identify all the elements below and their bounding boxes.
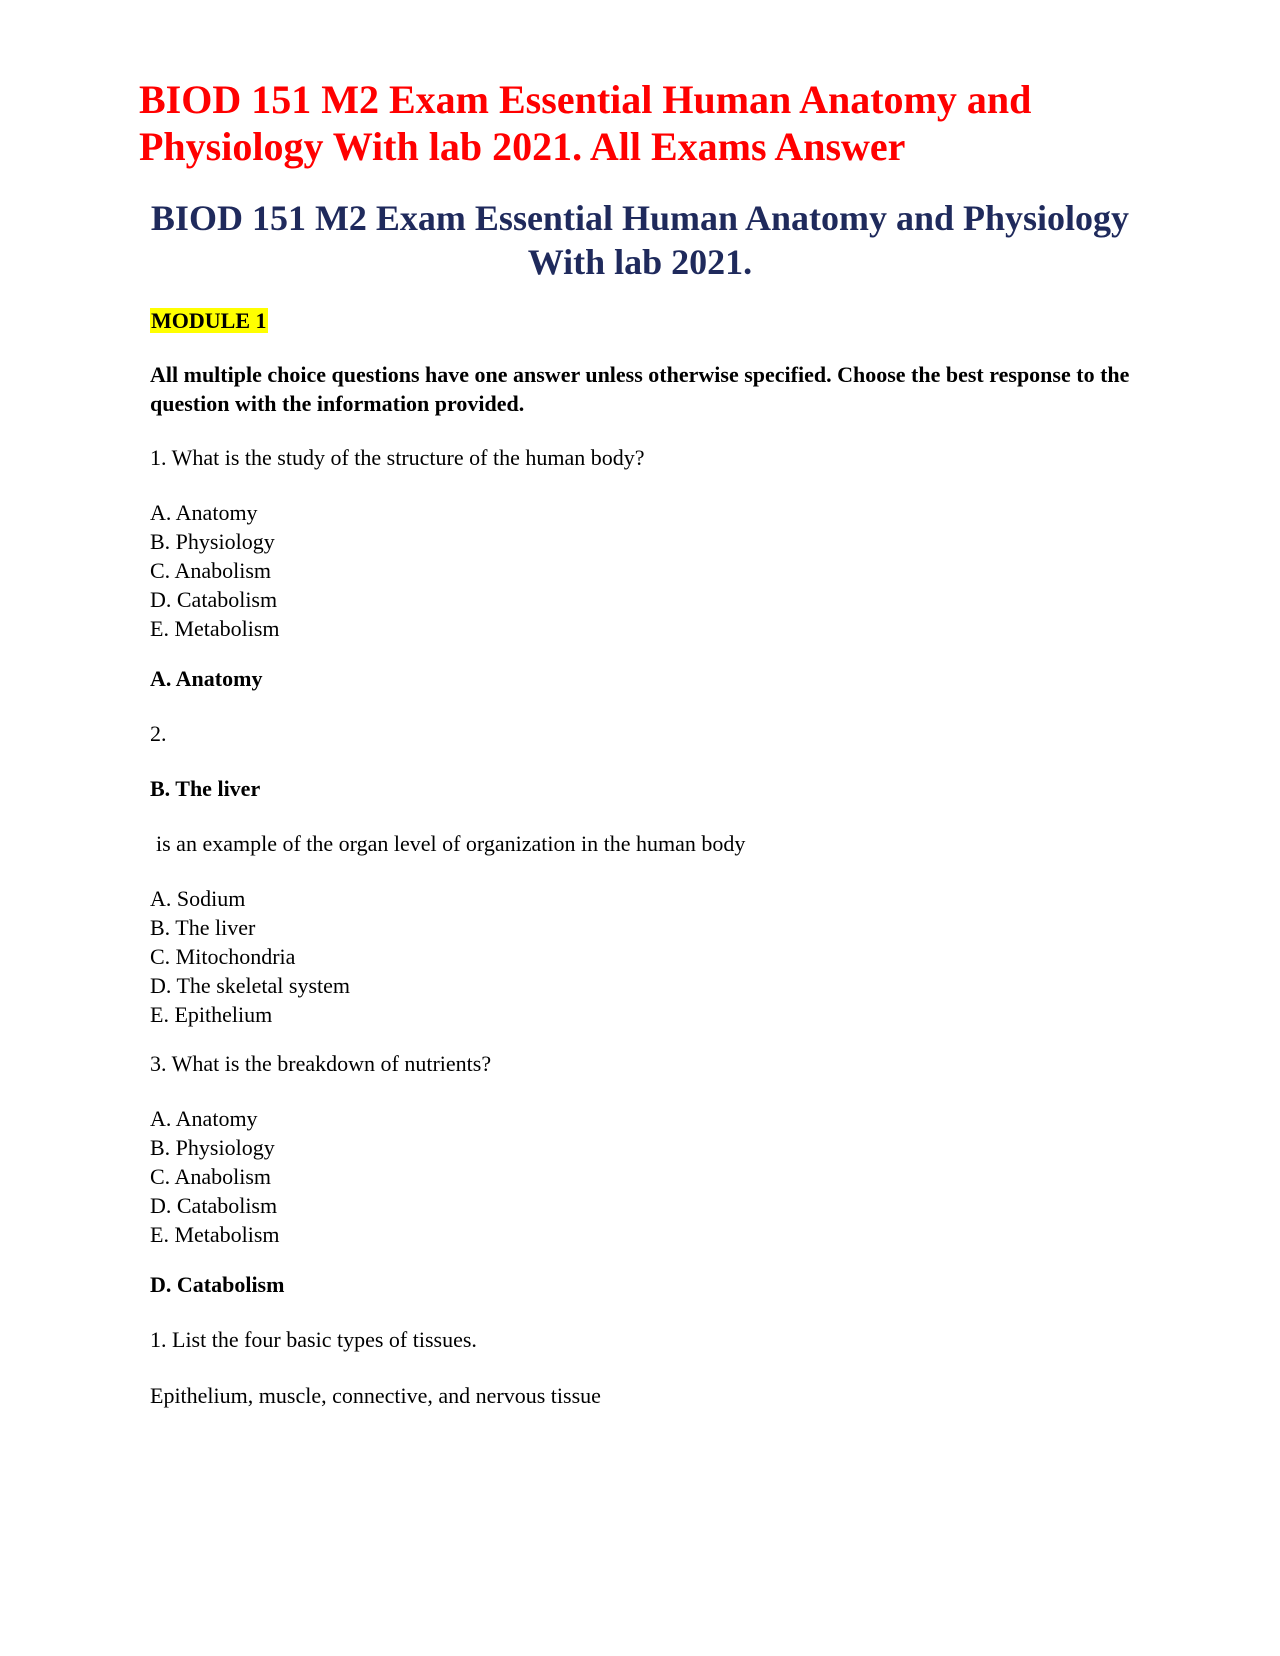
question-2-text: is an example of the organ level of organization in the human body <box>156 831 746 856</box>
question-3-answer: D. Catabolism <box>150 1272 285 1297</box>
option-d: D. Catabolism <box>150 1193 278 1218</box>
instructions: All multiple choice questions have one answer unless otherwise specified. Choose the best response to the question with the information provided. <box>150 362 1130 416</box>
question-2-number: 2. <box>150 721 167 746</box>
question-4-text: 1. List the four basic types of tissues. <box>150 1327 477 1352</box>
question-1-answer: A. Anatomy <box>150 666 263 691</box>
question-2-answer: B. The liver <box>150 776 261 801</box>
question-4-answer: Epithelium, muscle, connective, and nervous tissue <box>150 1383 601 1408</box>
option-c: C. Mitochondria <box>150 944 296 969</box>
question-1-text: 1. What is the study of the structure of the human body? <box>150 445 645 470</box>
question-2-options <box>150 884 1130 1029</box>
module-heading <box>150 306 1130 335</box>
option-e: E. Epithelium <box>150 1002 273 1027</box>
option-b: B. Physiology <box>150 529 275 554</box>
option-a: A. Anatomy <box>150 1106 258 1131</box>
option-a: A. Anatomy <box>150 500 258 525</box>
option-e: E. Metabolism <box>150 1222 280 1247</box>
question-3-text: 3. What is the breakdown of nutrients? <box>150 1051 492 1076</box>
question-1-options <box>150 498 1130 643</box>
option-b: B. The liver <box>150 915 256 940</box>
option-a: A. Sodium <box>150 886 246 911</box>
option-b: B. Physiology <box>150 1135 275 1160</box>
option-d: D. Catabolism <box>150 587 278 612</box>
question-3-options <box>150 1104 1130 1249</box>
document-title-navy: BIOD 151 M2 Exam Essential Human Anatomy and Physiology With lab 2021. <box>150 198 1130 282</box>
option-c: C. Anabolism <box>150 558 272 583</box>
option-c: C. Anabolism <box>150 1164 272 1189</box>
module-label: MODULE 1 <box>151 308 267 333</box>
option-d: D. The skeletal system <box>150 973 350 998</box>
document-title-red: BIOD 151 M2 Exam Essential Human Anatomy and Physiology With lab 2021. All Exams Answer <box>139 77 1032 169</box>
option-e: E. Metabolism <box>150 616 280 641</box>
